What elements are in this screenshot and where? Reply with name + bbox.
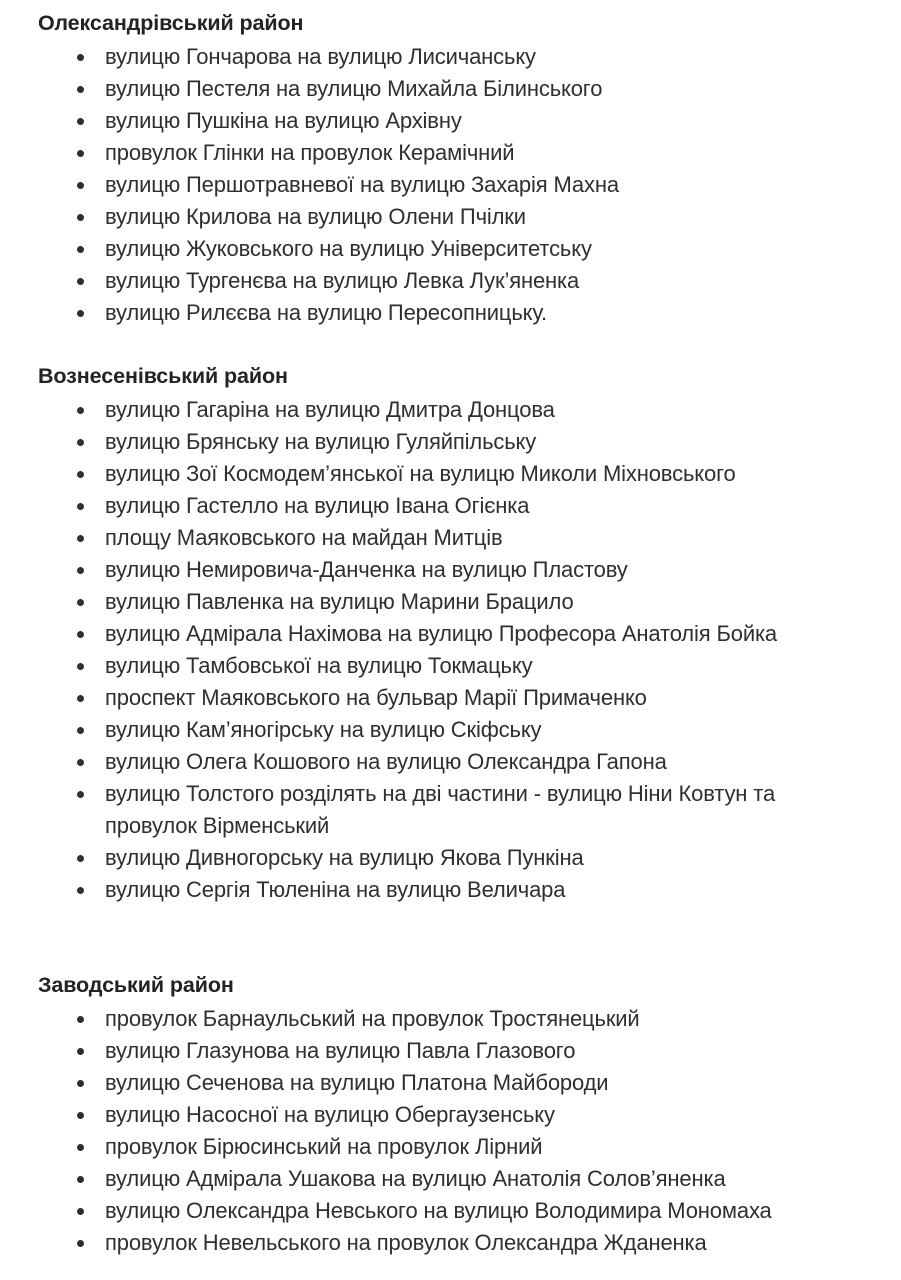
bullet-icon: [77, 535, 84, 542]
list-item-text: вулицю Гагаріна на вулицю Дмитра Донцова: [105, 397, 555, 422]
list-item: [105, 169, 901, 201]
bullet-icon: [77, 887, 84, 894]
list-item-text: вулицю Адмірала Нахімова на вулицю Професора Анатолія Бойка: [105, 621, 778, 646]
bullet-icon: [77, 855, 84, 862]
list-item: [105, 746, 901, 778]
bullet-icon: [77, 1208, 84, 1215]
bullet-icon: [77, 599, 84, 606]
list-item: [105, 137, 901, 169]
list-item-text: вулицю Кам’яногірську на вулицю Скіфську: [105, 717, 542, 742]
bullet-icon: [77, 1048, 84, 1055]
list-item-text: вулицю Гончарова на вулицю Лисичанську: [105, 44, 536, 69]
bullet-icon: [77, 1016, 84, 1023]
list-item: [105, 1227, 901, 1259]
list-item: [105, 1099, 901, 1131]
list-item: [105, 1163, 901, 1195]
bullet-icon: [77, 1240, 84, 1247]
list-item-text: вулицю Зої Космодем’янської на вулицю Миколи Міхновського: [105, 461, 736, 486]
list-item: [105, 650, 901, 682]
list-item: [105, 682, 901, 714]
bullet-icon: [77, 695, 84, 702]
list-item: [105, 41, 901, 73]
bullet-icon: [77, 1144, 84, 1151]
list-item-text: вулицю Адмірала Ушакова на вулицю Анатолія Солов’яненка: [105, 1166, 726, 1191]
bullet-icon: [77, 54, 84, 61]
list-item-text: вулицю Сергія Тюленіна на вулицю Величара: [105, 877, 566, 902]
bullet-icon: [77, 663, 84, 670]
list-item-text: провулок Барнаульський на провулок Тростянецький: [105, 1006, 640, 1031]
list-item: [105, 201, 901, 233]
list-item-text: вулицю Толстого розділять на дві частини - вулицю Ніни Ковтун та провулок Вірменський: [105, 781, 776, 838]
list-item-text: вулицю Олександра Невського на вулицю Володимира Мономаха: [105, 1198, 772, 1223]
list-item-text: вулицю Рилєєва на вулицю Пересопницьку.: [105, 300, 548, 325]
bullet-icon: [77, 567, 84, 574]
bullet-icon: [77, 1176, 84, 1183]
list-item: [105, 714, 901, 746]
district-heading: Заводський район: [38, 973, 234, 997]
list-item: [105, 458, 901, 490]
list-item-text: провулок Глінки на провулок Керамічний: [105, 140, 515, 165]
list-item: [105, 1067, 901, 1099]
renaming-list: [0, 1003, 901, 1259]
list-item: [105, 297, 901, 329]
list-item: [105, 1195, 901, 1227]
bullet-icon: [77, 246, 84, 253]
list-item-text: вулицю Брянську на вулицю Гуляйпільську: [105, 429, 537, 454]
list-item: [105, 1035, 901, 1067]
bullet-icon: [77, 439, 84, 446]
district-section: [0, 970, 901, 1259]
bullet-icon: [77, 727, 84, 734]
list-item: [105, 554, 901, 586]
bullet-icon: [77, 86, 84, 93]
bullet-icon: [77, 759, 84, 766]
list-item: [105, 522, 901, 554]
list-item-text: вулицю Дивногорську на вулицю Якова Пункіна: [105, 845, 584, 870]
list-item-text: вулицю Тамбовської на вулицю Токмацьку: [105, 653, 533, 678]
list-item: [105, 490, 901, 522]
list-item: [105, 265, 901, 297]
list-item: [105, 233, 901, 265]
list-item: [105, 1131, 901, 1163]
list-item-text: вулицю Першотравневої на вулицю Захарія Махна: [105, 172, 619, 197]
list-item-text: вулицю Крилова на вулицю Олени Пчілки: [105, 204, 526, 229]
list-item: [105, 426, 901, 458]
list-item: [105, 1003, 901, 1035]
list-item-text: вулицю Жуковського на вулицю Університетську: [105, 236, 592, 261]
bullet-icon: [77, 503, 84, 510]
list-item-text: вулицю Олега Кошового на вулицю Олександра Гапона: [105, 749, 667, 774]
bullet-icon: [77, 214, 84, 221]
district-heading: Олександрівський район: [38, 11, 304, 35]
bullet-icon: [77, 118, 84, 125]
section-gap: [0, 906, 901, 970]
bullet-icon: [77, 1112, 84, 1119]
top-spacer: [0, 0, 901, 8]
list-item-text: вулицю Тургенєва на вулицю Левка Лук’яненка: [105, 268, 580, 293]
list-item: [105, 394, 901, 426]
list-item-text: вулицю Глазунова на вулицю Павла Глазового: [105, 1038, 576, 1063]
bullet-icon: [77, 471, 84, 478]
list-item: [105, 842, 901, 874]
bullet-icon: [77, 631, 84, 638]
list-item-text: вулицю Пестеля на вулицю Михайла Білинського: [105, 76, 603, 101]
bullet-icon: [77, 150, 84, 157]
list-item-text: провулок Невельського на провулок Олександра Жданенка: [105, 1230, 707, 1255]
bullet-icon: [77, 791, 84, 798]
bullet-icon: [77, 310, 84, 317]
list-item: [105, 874, 901, 906]
bullet-icon: [77, 407, 84, 414]
list-item: [105, 586, 901, 618]
renaming-list: [0, 394, 901, 906]
bullet-icon: [77, 1080, 84, 1087]
sections-container: [0, 8, 901, 1259]
section-gap: [0, 329, 901, 361]
district-section: [0, 361, 901, 906]
list-item-text: площу Маяковського на майдан Митців: [105, 525, 503, 550]
list-item-text: вулицю Насосної на вулицю Обергаузенську: [105, 1102, 555, 1127]
list-item: [105, 105, 901, 137]
list-item-text: вулицю Сеченова на вулицю Платона Майбороди: [105, 1070, 609, 1095]
list-item-text: вулицю Гастелло на вулицю Івана Огієнка: [105, 493, 530, 518]
list-item: [105, 618, 901, 650]
list-item-text: провулок Бірюсинський на провулок Лірний: [105, 1134, 543, 1159]
bullet-icon: [77, 182, 84, 189]
bullet-icon: [77, 278, 84, 285]
district-heading: Вознесенівський район: [38, 364, 288, 388]
list-item-text: проспект Маяковського на бульвар Марії Примаченко: [105, 685, 647, 710]
list-item-text: вулицю Пушкіна на вулицю Архівну: [105, 108, 462, 133]
district-section: [0, 8, 901, 329]
list-item-text: вулицю Немировича-Данченка на вулицю Пластову: [105, 557, 628, 582]
list-item-text: вулицю Павленка на вулицю Марини Брацило: [105, 589, 574, 614]
list-item: [105, 778, 901, 842]
renaming-list: [0, 41, 901, 329]
list-item: [105, 73, 901, 105]
